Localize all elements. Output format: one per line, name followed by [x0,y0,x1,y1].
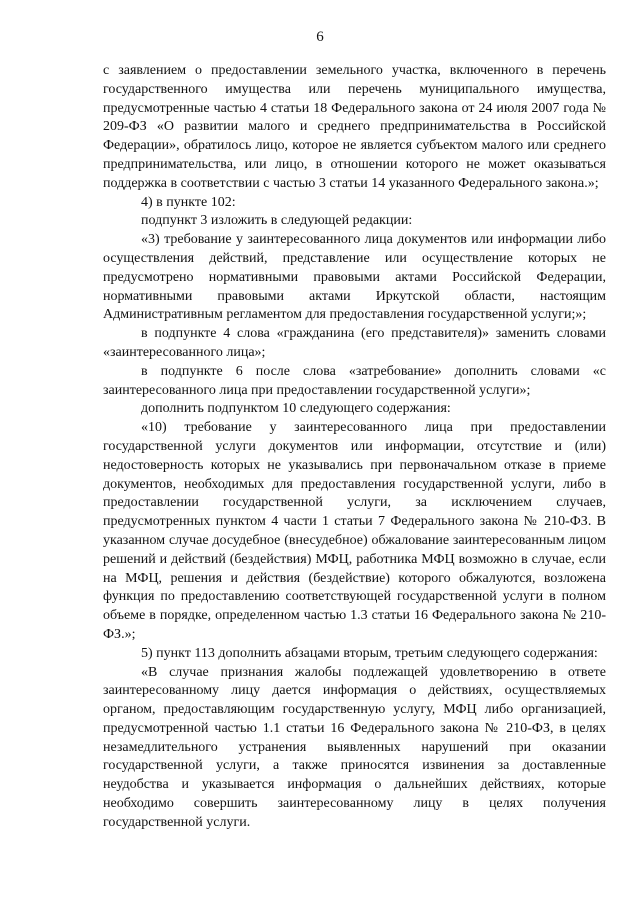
document-body [103,62,606,833]
paragraph-subitem-10-intro: дополнить подпунктом 10 следующего содержания: [141,401,451,417]
paragraph-item-4: 4) в пункте 102: [141,194,236,210]
page-number: 6 [316,29,324,45]
paragraph-item-5-text: «В случае признания жалобы подлежащей удовлетворению в ответе заинтересованному лицу дается информация о действиях, осуществляемых органом, предоставляющим государственную услугу, МФЦ либо организацией, предусмотренной частью 1.1 статьи 16 Федерального закона № 210-ФЗ, в целях незамедлительного устранения выявленных нарушений при оказании государственной услуги, а также приносятся извинения за доставленные неудобства и указывается информация о дальнейших действиях, которые необходимо совершить заинтересованному лицу в целях получения государственной услуги. [103,664,606,830]
paragraph-continuation: с заявлением о предоставлении земельного участка, включенного в перечень государственного имущества или перечень муниципального имущества, предусмотренные частью 4 статьи 18 Федерального закона от 24 июля 2007 года № 209-ФЗ «О развитии малого и среднего предпринимательства в Российской Федерации», обратилось лицо, которое не является субъектом малого или среднего предпринимательства, или лицо, в отношении которого не может оказываться поддержка в соответствии с частью 3 статьи 14 указанного Федерального закона.»; [103,63,606,191]
paragraph-subitem-3-intro: подпункт 3 изложить в следующей редакции: [141,213,413,229]
paragraph-subitem-3-text: «3) требование у заинтересованного лица документов или информации либо осуществления действий, представление или осуществление которых не предусмотрено нормативными правовыми актами Российской Федерации, нормативными правовыми актами Иркутской области, настоящим Административным регламентом для предоставления государственной услуги;»; [103,232,606,323]
paragraph-subitem-4: в подпункте 4 слова «гражданина (его представителя)» заменить словами «заинтересованного лица»; [103,326,606,360]
paragraph-item-5: 5) пункт 113 дополнить абзацами вторым, третьим следующего содержания: [141,645,598,661]
paragraph-subitem-10-text: «10) требование у заинтересованного лица при предоставлении государственной услуги документов или информации, отсутствие и (или) недостоверность которых не указывались при первоначальном отказе в приеме документов, необходимых для предоставления государственной услуги, либо в предоставлении государственной услуги, за исключением случаев, предусмотренных пунктом 4 части 1 статьи 7 Федерального закона № 210-ФЗ. В указанном случае досудебное (внесудебное) обжалование заинтересованным лицом решений и действий (бездействия) МФЦ, работника МФЦ возможно в случае, если на МФЦ, решения и действия (бездействие) которого обжалуются, возложена функция по предоставлению соответствующей государственной услуги в полном объеме в порядке, определенном частью 1.3 статьи 16 Федерального закона № 210-ФЗ.»; [103,420,606,642]
paragraph-subitem-6: в подпункте 6 после слова «затребование» дополнить словами «с заинтересованного лица при предоставлении государственной услуги»; [103,363,606,398]
